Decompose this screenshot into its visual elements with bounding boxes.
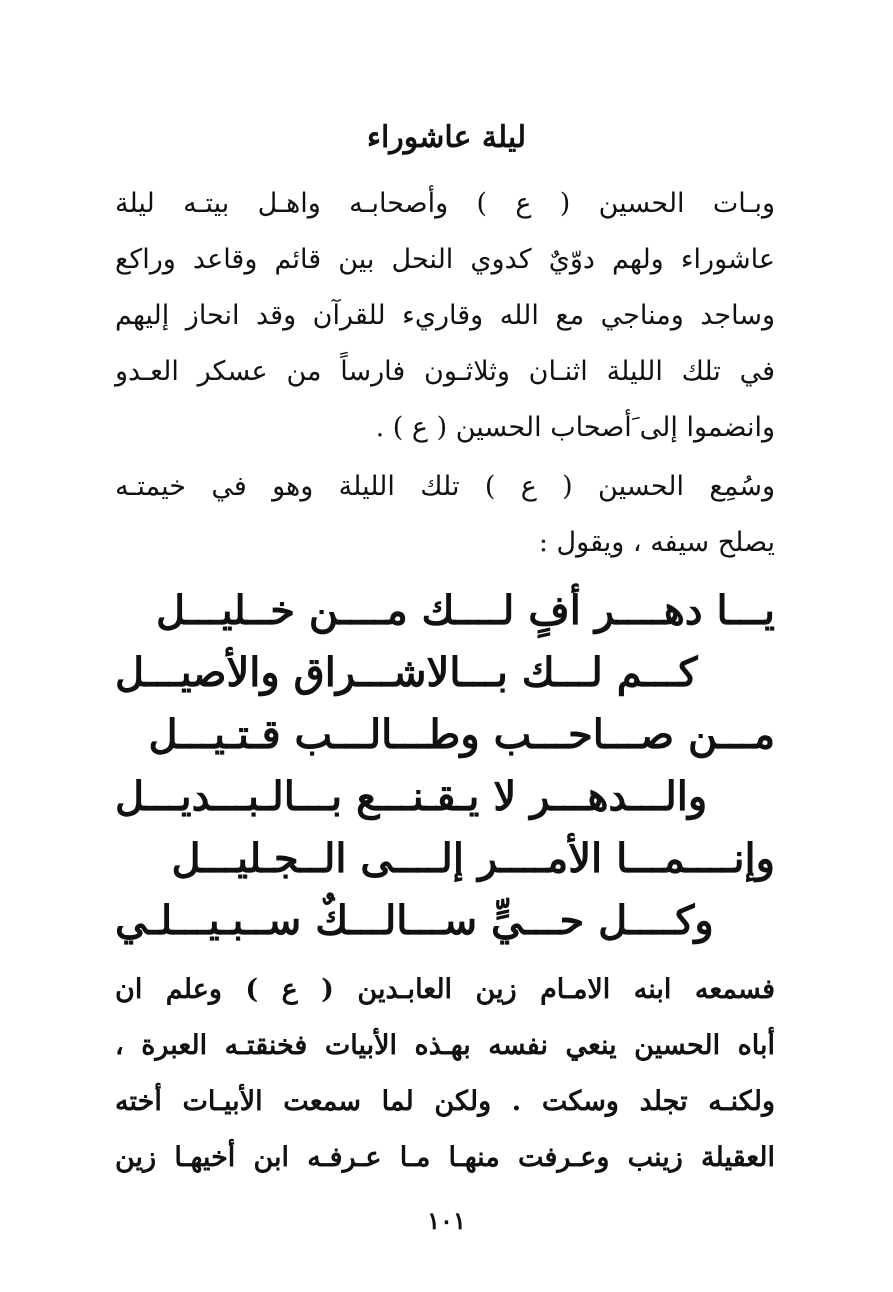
poem-verse: وكــــل حـــيٍّ ســـالـــكٌ ســبـيـــلـي [115, 897, 714, 944]
paragraph-line: وبـات الحسين ( ع ) وأصحابـه واهـل بيتـه ليلة [115, 188, 775, 219]
poem-verse: مـــن صـــاحـــب وطـــالـــب قـتـيـــل [148, 711, 775, 758]
paragraph-line: وانضموا إلى َأصحاب الحسين ( ع ) . [375, 412, 775, 443]
paragraph-line: في تلك الليلة اثنـان وثلاثـون فارساً من عسكر العـدو [115, 356, 775, 387]
page-number: ١٠١ [427, 1206, 466, 1235]
poem-verse: والـــدهـــر لا يـقـنـــع بـــالـبـــديـــل [115, 773, 708, 820]
paragraph-line: ولكنـه تجلد وسكت . ولكن لما سمعت الأبيـات أخته [115, 1086, 775, 1117]
paragraph-2 [115, 459, 775, 571]
paragraph-line: وساجد ومناجي مع الله وقاريء للقرآن وقد انحاز إليهم [115, 300, 775, 331]
poem-verse: يـــا دهــــر أفٍ لــــك مــــن خــليـــل [156, 587, 775, 634]
poem-block [115, 580, 775, 952]
paragraph-line: أباه الحسين ينعي نفسه بهـذه الأبيات فخنقتـه العبرة ، [115, 1030, 775, 1061]
paragraph-line: فسمعه ابنه الامـام زين العابـدين ( ع ) وعلم ان [115, 974, 775, 1005]
poem-verse: وإنــــمـــا الأمــــر إلــــى الــجـليـــل [171, 835, 775, 882]
paragraph-line: العقيلة زينب وعـرفت منهـا مـا عـرفـه ابن أخيهـا زين [115, 1142, 775, 1173]
poem-verse: كـــم لـــك بـــالاشـــراق والأصيـــل [115, 649, 698, 696]
paragraph-3 [115, 962, 775, 1186]
paragraph-line: وسُمِع الحسين ( ع ) تلك الليلة وهو في خيمتـه [115, 471, 775, 502]
paragraph-1 [115, 176, 775, 456]
page-heading: ليلة عاشوراء [366, 120, 527, 155]
paragraph-line: يصلح سيفه ، ويقول : [538, 527, 775, 558]
paragraph-line: عاشوراء ولهم دوّيٌ كدوي النحل بين قائم وقاعد وراكع [115, 244, 775, 275]
